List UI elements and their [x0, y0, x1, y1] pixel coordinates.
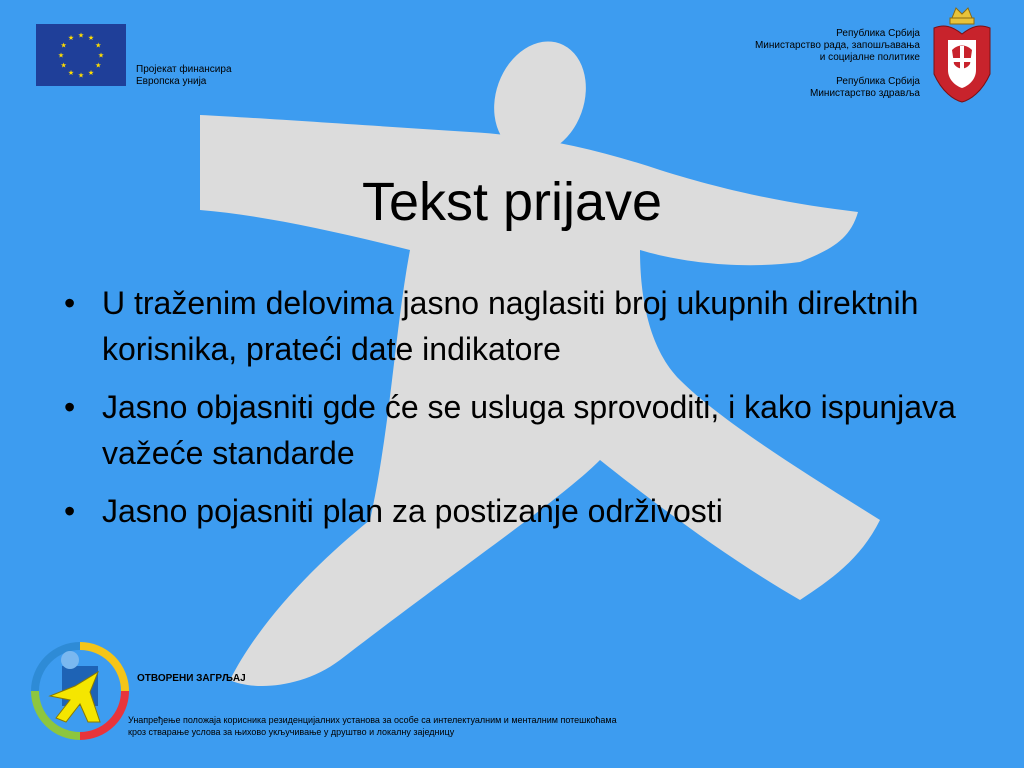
eu-star-icon: ★ — [87, 69, 95, 77]
gov-line5: Министарство здравља — [810, 88, 920, 99]
bullet-marker: • — [64, 389, 76, 425]
eu-star-icon: ★ — [67, 69, 75, 77]
project-logo-icon — [30, 636, 130, 746]
eu-star-icon: ★ — [60, 62, 67, 70]
project-description-line1: Унапређење положаја корисника резиденцијалних установа за особе са интелектуалним и менталним потешкоћама — [128, 715, 617, 725]
gov-line1: Република Србија — [836, 28, 920, 39]
eu-star-icon: ★ — [67, 35, 75, 43]
bullet-text: Jasno objasniti gde će se usluga sprovoditi, i kako ispunjava važeće standarde — [102, 389, 956, 471]
eu-star-icon: ★ — [87, 35, 95, 43]
bullet-marker: • — [64, 493, 76, 529]
eu-star-icon: ★ — [95, 42, 102, 50]
eu-funding-caption — [136, 64, 232, 88]
government-ministries-text — [755, 28, 920, 100]
bullet-item — [60, 280, 980, 372]
project-description — [128, 714, 617, 738]
project-name: ОТВОРЕНИ ЗАГРЉАЈ — [137, 673, 246, 684]
bullet-item — [60, 488, 980, 534]
eu-star-icon: ★ — [95, 62, 102, 70]
bullet-item — [60, 384, 980, 476]
eu-star-icon: ★ — [97, 52, 105, 60]
project-description-line2: кроз стварање услова за њихово укључивање у друштво и локалну заједницу — [128, 727, 455, 737]
eu-star-icon: ★ — [77, 72, 85, 80]
serbia-coat-of-arms-icon — [930, 4, 994, 104]
eu-caption-line1: Пројекат финансира — [136, 64, 232, 75]
bullet-text: Jasno pojasniti plan za postizanje održivosti — [102, 493, 723, 529]
bullet-list — [60, 280, 980, 546]
slide-title: Tekst prijave — [361, 172, 663, 232]
eu-star-icon: ★ — [77, 32, 85, 40]
gov-line3: и социјалне политике — [819, 52, 920, 63]
eu-star-icon: ★ — [57, 52, 65, 60]
eu-flag-icon — [36, 24, 126, 86]
eu-caption-line2: Европска унија — [136, 76, 207, 87]
eu-star-icon: ★ — [60, 42, 67, 50]
bullet-text: U traženim delovima jasno naglasiti broj ukupnih direktnih korisnika, prateći date indikatore — [102, 285, 919, 367]
bullet-marker: • — [64, 285, 76, 321]
gov-line2: Министарство рада, запошљавања — [754, 40, 920, 51]
gov-line4: Република Србија — [836, 76, 920, 87]
